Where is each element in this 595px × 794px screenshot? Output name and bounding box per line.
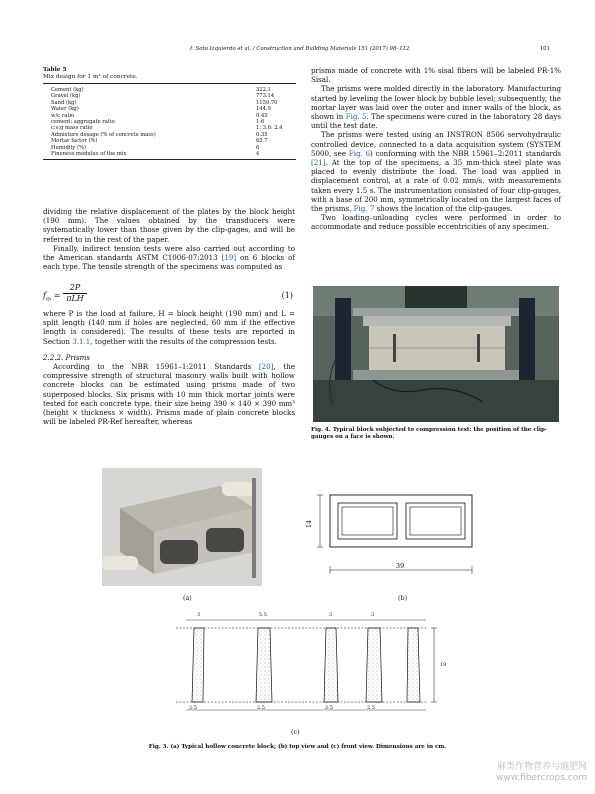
paragraph: The prisms were tested using an INSTRON 8506 servohydraulic controlled device, connected to a data acquisition system (SYSTEM 5000, see Fig. 6) conforming with the NBR 15961–2:2011 standards [21]. At the top of the specimens, a 35 mm-thick steel plate was placed to evenly distribute the load. The load was applied in displacement control, at a rate of 0.02 mm/s, with measurements taken every 1.5 s. The instrumentation consisted of four clip-gauges, with a base of 200 mm, symmetrically located on the largest faces of the prisms. Fig. 7 shows the location of the clip-gauges. <box>311 130 561 214</box>
fig3-label-a: (a) <box>183 594 192 602</box>
block-front-view-drawing <box>176 614 446 724</box>
citation-link[interactable]: [20] <box>258 362 274 372</box>
row-label: Humidity (%) <box>51 144 87 151</box>
running-header <box>0 46 595 58</box>
figure-link[interactable]: Fig. 6 <box>348 148 370 158</box>
row-label: w/c ratio <box>51 112 75 119</box>
dim-39-label: 39 <box>396 562 405 570</box>
table-title: Table 5 <box>43 67 67 73</box>
row-value: 65.7 <box>256 138 268 145</box>
citation-link[interactable]: [21] <box>311 158 326 168</box>
row-value: 1159.70 <box>256 99 278 106</box>
paragraph: where P is the load at failure, H = block height (190 mm) and L = split length (140 mm if holes are neglected, 60 mm if the effective length is considered). The results of these tests are reported in Section 3.1.1, together with the results of the compression tests. <box>43 309 295 346</box>
dim-14-label: 14 <box>305 519 314 529</box>
watermark: 麻类作物营养与施肥网 www.fibercrops.com <box>496 762 587 783</box>
row-label: Mortar factor (%) <box>51 138 98 145</box>
dim-bottom-1: 2.5 <box>189 705 197 711</box>
section-heading: 2.2.2. Prisms <box>43 352 90 362</box>
row-label: c:s:g mass ratio <box>51 125 93 132</box>
row-value: 322.1 <box>256 87 271 93</box>
row-label: Cement (kg) <box>51 87 84 93</box>
figure-3-caption: Fig. 3. (a) Typical hollow concrete block; (b) top view and (c) front view. Dimensions are in cm. <box>148 744 447 750</box>
left-column-bottom <box>43 309 295 426</box>
row-value: 144.9 <box>256 106 271 113</box>
equation-1: $f_{tb}$ = 2P πLH (1) <box>43 283 293 303</box>
dim-bottom-2: 2.5 <box>257 705 265 711</box>
row-label: Admixture dosage (% of concrete mass) <box>51 131 156 138</box>
fig3-label-b: (b) <box>398 594 408 602</box>
row-value: 1: 3.6: 2.4 <box>256 125 283 132</box>
row-label: Gravel (kg) <box>51 93 81 100</box>
row-value: 0.35 <box>256 131 268 138</box>
row-label: Fineness modulus of the mix <box>51 151 127 158</box>
paragraph: Two loading–unloading cycles were performed in order to accommodate and reduce possible eccentricities of any specimen. <box>311 213 561 232</box>
equation-number: (1) <box>281 291 293 300</box>
paragraph: The prisms were molded directly in the laboratory. Manufacturing started by leveling the lower block by bubble level; subsequently, the mortar layer was laid over the outer and inner walls of the block, as shown in Fig. 5. The specimens were cured in the laboratory 28 days until the test date. <box>311 84 562 131</box>
paragraph: Finally, indirect tension tests were also carried out according to the American standards ASTM C1006-07:2013 [19] on 6 blocks of each type. The tensile strength of the specimens was computed as <box>43 243 295 272</box>
table-caption: Mix design for 1 m³ of concrete. <box>43 74 138 80</box>
compression-test-photo <box>313 286 559 422</box>
hollow-block-photo <box>102 468 262 586</box>
citation-link[interactable]: [19] <box>221 253 237 263</box>
dim-19-label: 19 <box>440 662 447 668</box>
paragraph: According to the NBR 15961–1:2011 Standards [20], the compressive strength of structural masonry walls built with hollow concrete blocks can be estimated using prisms made of two superposed blocks. Six prisms with 10 mm thick mortar joints were tested for each concrete type, their size being 390 × 140 × 390 mm³ (height × thickness × width). Prisms made of plain concrete blocks will be labeled PR-Ref hereafter, whereas <box>43 362 295 427</box>
fig3-label-c: (c) <box>291 728 300 736</box>
row-value: 1:6 <box>256 119 265 126</box>
paragraph: dividing the relative displacement of the plates by the block height (190 mm). The values obtained by the transducers were systematically lower than those given by the clip-gages, and will be referred to in the rest of the paper. <box>43 207 295 244</box>
paragraph: prisms made of concrete with 1% sisal fibers will be labeled PR-1% Sisal. <box>311 66 561 85</box>
row-value: 6 <box>256 144 260 151</box>
row-value: 773.14 <box>256 93 275 100</box>
journal-citation: I. Soto Izquierdo et al. / Construction and Building Materials 151 (2017) 98–112 <box>190 46 410 52</box>
section-link[interactable]: 3.1.1 <box>72 336 91 346</box>
row-value: 4 <box>256 151 260 158</box>
figure-4-caption: Fig. 4. Typical block subjected to compression test: the position of the clip-gauges on a face is shown. <box>311 427 548 440</box>
figure-link[interactable]: Fig. 5 <box>345 112 367 122</box>
block-top-view-drawing <box>300 490 480 600</box>
right-column <box>311 66 561 232</box>
page-number: 101 <box>539 46 550 52</box>
row-value: 0.45 <box>256 112 268 119</box>
dim-bottom-4: 2.5 <box>367 705 375 711</box>
dim-top-1: 3 <box>197 612 201 618</box>
dim-top-4: 3 <box>371 612 375 618</box>
mix-design-table <box>43 83 296 160</box>
row-label: Water (kg) <box>51 106 79 113</box>
row-label: Sand (kg) <box>51 99 77 106</box>
row-label: cement: aggregate ratio <box>51 119 115 126</box>
left-column-top <box>43 207 295 271</box>
dim-bottom-3: 2.5 <box>325 705 333 711</box>
dim-top-2: 5.5 <box>259 612 267 618</box>
figure-link[interactable]: Fig. 7 <box>353 204 375 214</box>
dim-top-3: 3 <box>329 612 333 618</box>
table-row <box>43 151 296 157</box>
